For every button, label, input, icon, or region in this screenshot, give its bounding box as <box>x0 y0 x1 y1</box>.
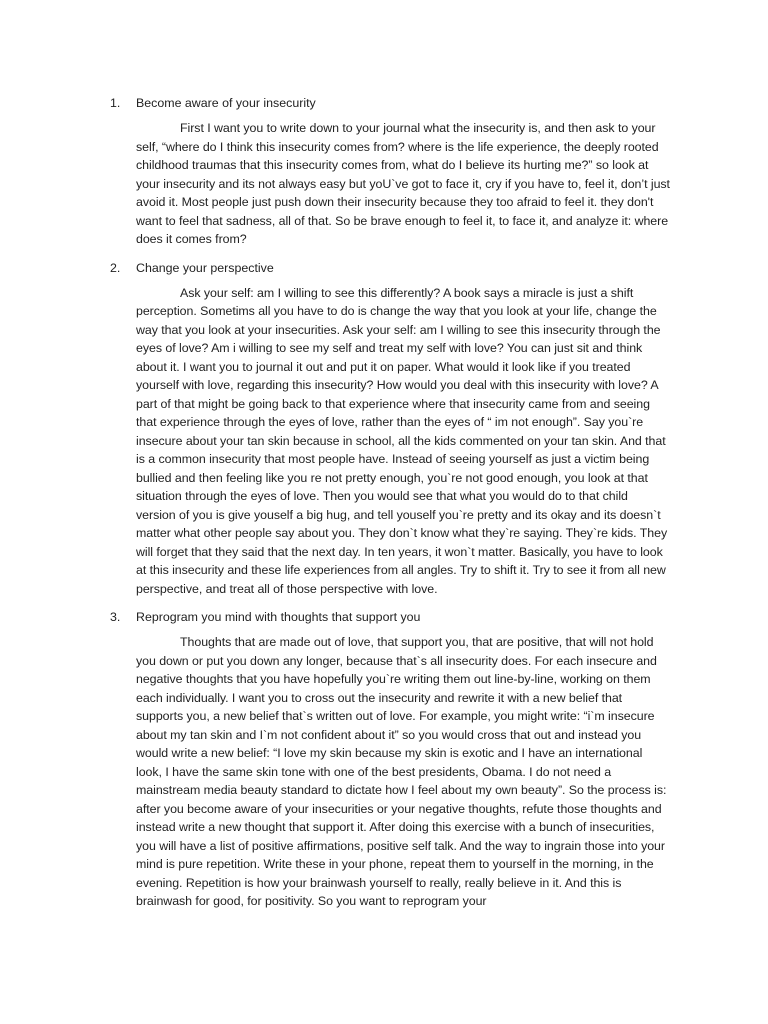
list-number: 3. <box>110 610 121 624</box>
section-body: Thoughts that are made out of love, that support you, that are positive, that will not hold you down or put you down any longer, because that`s all insecurity does. For each insecure and negative thoughts that you have hopefully you`re writing them out line-by-line, working on them each individually. I want you to cross out the insecurity and rewrite it with a new belief that supports you, a new belief that`s written out of love. For example, you might write: “i`m insecure about my tan skin and I`m not confident about it” so you would cross that out and instead you would write a new belief: “I love my skin because my skin is exotic and I have an international look, I have the same skin tone with one of the best presidents, Obama. I do not need a mainstream media beauty standard to dictate how I feel about my own beauty”. So the process is: after you become aware of your insecurities or your negative thoughts, refute those thoughts and instead write a new thought that support it. After doing this exercise with a bunch of insecurities, you will have a list of positive affirmations, positive self talk. And the way to ingrain those into your mind is pure repetition. Write these in your phone, repeat them to yourself in the morning, in the evening. Repetition is how your brainwash yourself to really, really believe in it. And this is brainwash for good, for positivity. So you want to reprogram your <box>136 635 667 908</box>
list-number: 2. <box>110 260 121 275</box>
heading-text: Change your perspective <box>136 260 274 275</box>
heading-text: Become aware of your insecurity <box>136 96 316 110</box>
section-heading <box>110 259 670 277</box>
section-body: First I want you to write down to your journal what the insecurity is, and then ask to your self, “where do I think this insecurity comes from? where is the life experience, the deeply rooted childhood traumas that this insecurity comes from, what do I believe its hurting me?” so look at your insecurity and its not always easy but yoU`ve got to face it, cry if you have to, feel it, don’t just avoid it. Most people just push down their insecurity because they too afraid to feel it. they don't want to feel that sadness, all of that. So be brave enough to feel it, to face it, and analyze it: where does it comes from? <box>136 121 670 246</box>
section-heading <box>110 94 670 112</box>
section-3 <box>110 608 670 911</box>
section-heading <box>110 608 670 626</box>
section-body: Ask your self: am I willing to see this differently? A book says a miracle is just a shift perception. Sometims all you have to do is change the way that you look at your life, change the way that you look at your insecurities. Ask your self: am I willing to see this insecurity through the eyes of love? Am i willing to see my self and treat my self with love? You can just sit and think about it. I want you to journal it out and put it on paper. What would it look like if you treated yourself with love, regarding this insecurity? How would you deal with this insecurity with love? A part of that might be going back to that experience where that insecurity came from and seeing that experience through the eyes of love, rather than the eyes of “ im not enough”. Say you`re insecure about your tan skin because in school, all the kids commented on your tan skin. And that is a common insecurity that most people have. Instead of seeing yourself as just a victim being bullied and then feeling like you re not pretty enough, you`re not good enough, you look at that situation through the eyes of love. Then you would see that what you would do to that child version of you is give youself a big hug, and tell youself you`re pretty and its okay and its doesn`t matter what other people say about you. They don`t know what they`re saying. They`re kids. They will forget that they said that the next day. In ten years, it won`t matter. Basically, you have to look at this insecurity and these life experiences from all angles. Try to shift it. Try to see it from all new perspective, and treat all of those perspective with love. <box>136 285 668 596</box>
list-number: 1. <box>110 96 121 110</box>
section-1 <box>110 94 670 249</box>
section-2 <box>110 259 670 599</box>
heading-text: Reprogram you mind with thoughts that support you <box>136 610 421 624</box>
